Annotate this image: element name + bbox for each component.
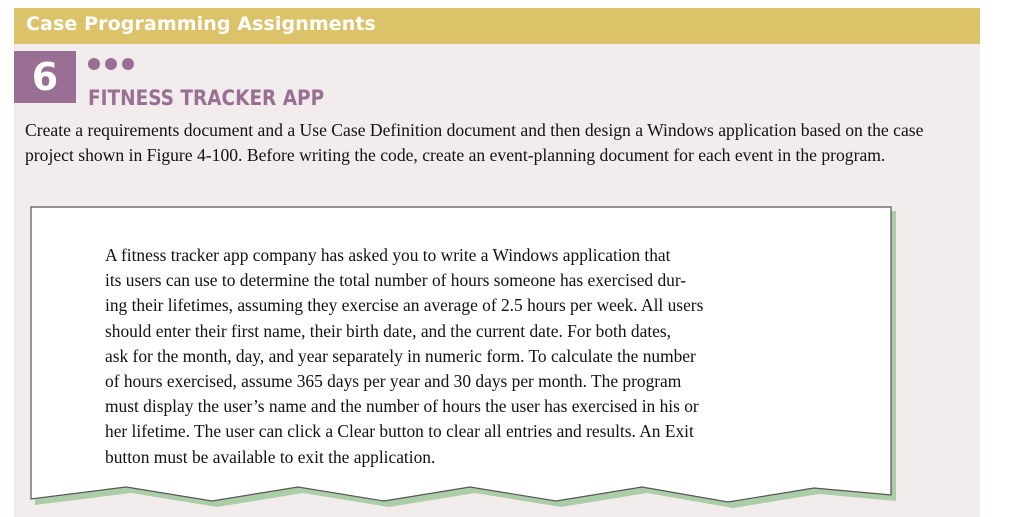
dot-icon (122, 58, 134, 70)
case-description-card (29, 205, 899, 517)
decorative-dots (88, 57, 139, 71)
case-number-badge: 6 (14, 51, 76, 103)
dot-icon (88, 58, 100, 70)
case-title: FITNESS TRACKER APP (88, 86, 325, 110)
section-header-title: Case Programming Assignments (26, 13, 376, 35)
case-description-text: A fitness tracker app company has asked you to write a Windows application that its users can use to determine the total number of hours someone has exercised dur- ing their lifetimes, assuming they exercise an average of 2.5 hours per week. All users should enter their first name, their birth date, and the current date. For both dates, ask for the month, day, and year separately in numeric form. To calculate the number of hours exercised, assume 365 days per year and 30 days per month. The program must display the user’s name and the number of hours the user has exercised in his or her lifetime. The user can click a Clear button to clear all entries and results. An Exit button must be available to exit the application. (105, 245, 704, 467)
case-intro-paragraph: Create a requirements document and a Use Case Definition document and then design a Windows application based on the case project shown in Figure 4-100. Before writing the code, create an event-planning document for each event in the program. (25, 120, 924, 165)
dot-icon (105, 58, 117, 70)
